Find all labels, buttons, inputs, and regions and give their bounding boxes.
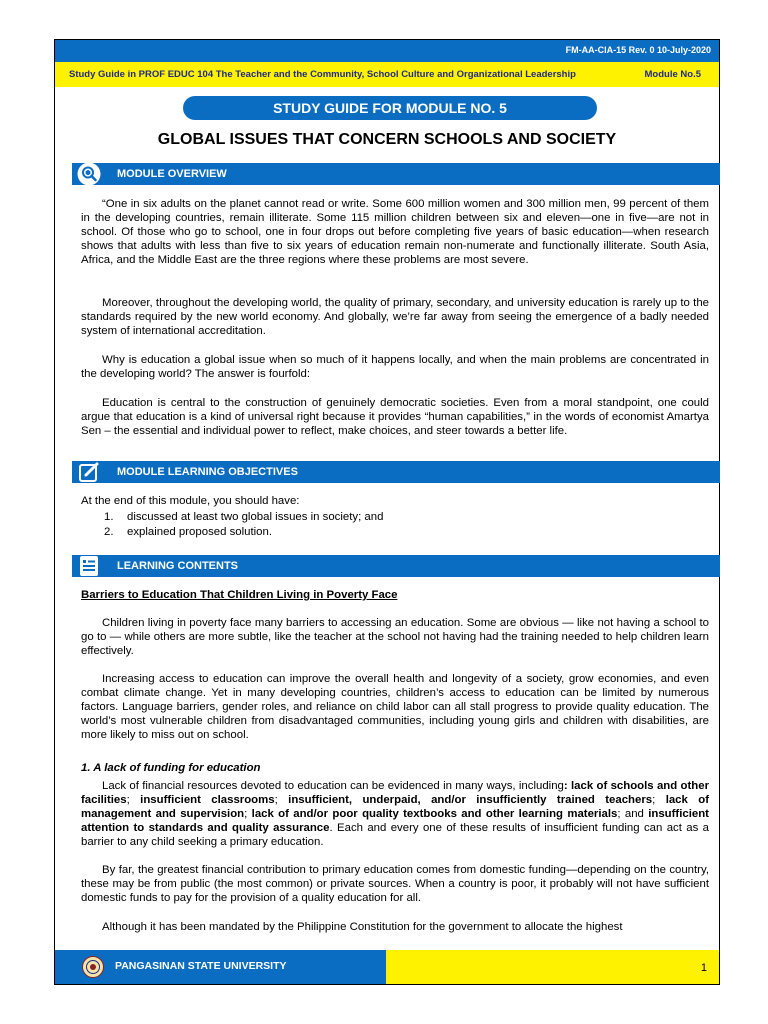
section-label-objectives: MODULE LEARNING OBJECTIVES — [117, 466, 298, 478]
contents-paragraph-1: Children living in poverty face many barriers to accessing an education. Some are obvious — like not having a school to go to — while others are more subtle, like the teacher at the school not having had the training needed to help children learn effectively. — [81, 617, 709, 657]
study-guide-title: Study Guide in PROF EDUC 104 The Teacher and the Community, School Culture and Organizational Leadership — [69, 69, 576, 80]
funding-paragraph-1: Lack of financial resources devoted to education can be evidenced in many ways, including: lack of schools and other facilities; insufficient classrooms; insufficient, underpaid, and/or insufficiently trained teachers; lack of management and supervision; lack of and/or poor quality textbooks and other learning materials; and insufficient attention to standards and quality assurance. Each and every one of these results of insufficient funding can act as a barrier to any child seeking a primary education. — [81, 780, 709, 848]
section-label-contents: LEARNING CONTENTS — [117, 560, 238, 572]
section-bar-objectives — [72, 461, 720, 483]
page-number: 1 — [700, 962, 707, 974]
university-name: PANGASINAN STATE UNIVERSITY — [115, 960, 287, 972]
overview-paragraph-4: Education is central to the construction of genuinely democratic societies. Even from a moral standpoint, one could argue that education is a kind of universal right because it provides “human capabilities,” in the words of economist Amartya Sen – the essential and individual power to reflect, make choices, and steer towards a better life. — [81, 397, 709, 437]
magnifier-icon — [77, 162, 101, 186]
header-title-bar — [55, 62, 719, 87]
module-number: Module No.5 — [644, 69, 701, 80]
funding-heading: 1. A lack of funding for education — [81, 762, 261, 774]
page-title: GLOBAL ISSUES THAT CONCERN SCHOOLS AND SOCIETY — [157, 131, 617, 148]
section-bar-contents — [72, 555, 720, 577]
list-item-number: 2. — [104, 526, 114, 538]
section-bar-overview — [72, 163, 720, 185]
overview-paragraph-2: Moreover, throughout the developing world, the quality of primary, secondary, and university education is rarely up to the standards required by the new world economy. And globally, we’re far away from seeing the emergence of a badly needed system of international accreditation. — [81, 297, 709, 337]
university-seal-icon — [82, 956, 104, 978]
list-item — [104, 525, 383, 540]
footer-page-bar — [386, 950, 719, 984]
header-code-bar — [55, 40, 719, 62]
list-item-text: discussed at least two global issues in society; and — [127, 511, 384, 523]
overview-paragraph-3: Why is education a global issue when so much of it happens locally, and when the main problems are concentrated in the developing world? The answer is fourfold: — [81, 354, 709, 380]
pencil-edit-icon — [77, 460, 101, 484]
funding-paragraph-3: Although it has been mandated by the Philippine Constitution for the government to allocate the highest — [102, 921, 623, 933]
contents-paragraph-2: Increasing access to education can improve the overall health and longevity of a society, grow economies, and even combat climate change. Yet in many developing countries, children’s access to education can be limited by numerous factors. Language barriers, gender roles, and reliance on child labor can all stall progress to provide quality education. The world’s most vulnerable children from disadvantaged communities, including young girls and children with disabilities, are more likely to miss out on school. — [81, 673, 709, 741]
document-list-icon — [77, 554, 101, 578]
list-item — [104, 510, 383, 525]
list-item-text: explained proposed solution. — [127, 526, 273, 538]
module-banner: STUDY GUIDE FOR MODULE NO. 5 — [183, 96, 597, 120]
document-code: FM-AA-CIA-15 Rev. 0 10-July-2020 — [565, 45, 711, 55]
footer-university-bar — [55, 950, 386, 984]
contents-subheading: Barriers to Education That Children Living in Poverty Face — [81, 589, 398, 601]
section-label-overview: MODULE OVERVIEW — [117, 168, 227, 180]
funding-paragraph-2: By far, the greatest financial contribution to primary education comes from domestic funding—depending on the country, these may be from public (the most common) or private sources. When a country is poor, it probably will not have sufficient domestic funds to pay for the provision of a quality education for all. — [81, 864, 709, 904]
overview-paragraph-1: “One in six adults on the planet cannot read or write. Some 600 million women and 300 million men, 99 percent of them in the developing countries, remain illiterate. Some 115 million children between six and eleven—one in five—are not in school. Of those who go to school, one in four drops out before completing five years of basic education—when research shows that adults with less than five to six years of education remain non-numerate and functionally illiterate. South Asia, Africa, and the Middle East are the three regions where these problems are most severe. — [81, 198, 709, 266]
objectives-intro: At the end of this module, you should have: — [81, 495, 300, 507]
list-item-number: 1. — [104, 511, 114, 523]
objectives-list — [104, 510, 383, 540]
